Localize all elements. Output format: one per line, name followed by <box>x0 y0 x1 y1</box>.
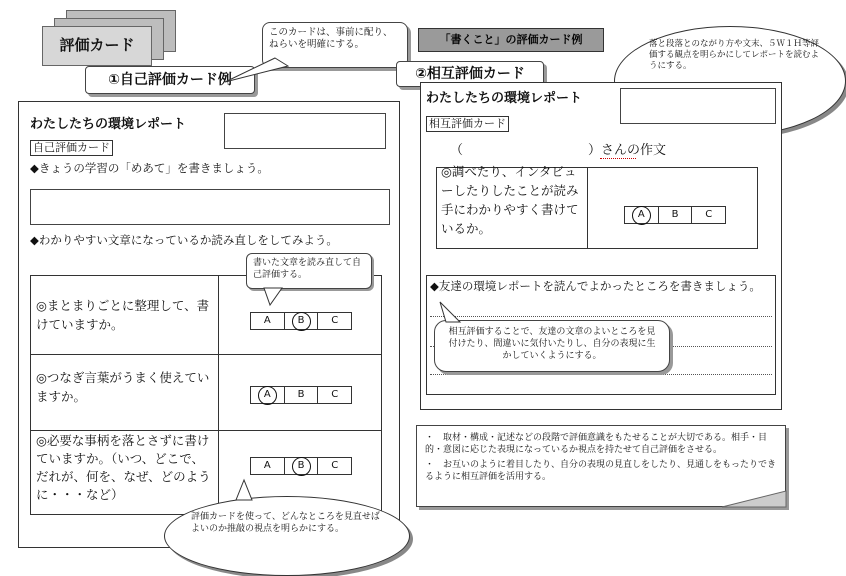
name-line-open: （ <box>450 143 464 158</box>
good-points-prompt: ◆友達の環境レポートを読んでよかったところを書きましょう。 <box>430 279 761 293</box>
mutual-banner: 「書くこと」の評価カード例 <box>418 28 604 52</box>
rating-option-selected[interactable]: A <box>251 387 285 403</box>
self-card-title: わたしたちの環境レポート <box>30 117 187 132</box>
mutual-card-title: わたしたちの環境レポート <box>426 91 583 106</box>
title-tab <box>42 26 152 66</box>
rating-option-selected[interactable]: B <box>285 313 319 329</box>
callout-bottom-pointer <box>230 478 260 502</box>
rating-a-b-c[interactable] <box>624 206 726 224</box>
note-item: ・ お互いのように着目したり、自分の表現の見直しをしたり、見通しをもったりできるように相互評価を活用する。 <box>425 460 777 482</box>
callout-bottom: 評価カードを使って、どんなところを見直せばよいのか推敲の視点を明らかにする。 <box>164 496 410 576</box>
page-title: 評価カード <box>59 36 135 54</box>
mutual-card-label: 相互評価カード <box>426 116 509 132</box>
note-item: ・ 取材・構成・記述などの段階で評価意識をもたせることが大切である。相手・目的・意図に応じた表現になっているか視点を持たせて自己評価をさせる。 <box>425 433 768 455</box>
table-col-divider <box>218 275 219 515</box>
rating-a-b-c[interactable] <box>250 312 352 330</box>
table-row: ◎まとまりごとに整理して、書けていますか。 <box>36 298 210 332</box>
table-row-divider <box>30 354 382 355</box>
table-row: ◎必要な事柄を落とさずに書けていますか。（いつ、どこで、だれが、何を、なぜ、どのように・・・など） <box>36 433 211 502</box>
self-tab-label: ①自己評価カード例 <box>85 66 255 94</box>
rating-option[interactable]: C <box>331 389 339 400</box>
rating-a-b-c[interactable] <box>250 386 352 404</box>
rating-option-selected[interactable]: B <box>285 458 319 474</box>
rating-option[interactable]: B <box>659 207 693 223</box>
mutual-tab-label: ②相互評価カード <box>396 61 544 87</box>
callout-top: このカードは、事前に配り、ねらいを明確にする。 <box>262 22 408 68</box>
goal-input[interactable] <box>30 189 390 225</box>
rating-option[interactable]: C <box>331 315 339 326</box>
name-underline <box>600 158 636 159</box>
criterion-divider <box>587 167 588 249</box>
callout-mutual: 相互評価することで、友達の文章のよいところを見付けたり、間違いに気付いたりし、自分の表現に生かしていくようにする。 <box>434 320 670 372</box>
table-row: ◎つなぎ言葉がうまく使えていますか。 <box>36 370 210 404</box>
callout-top-pointer <box>220 56 290 86</box>
table-row-divider <box>30 430 382 431</box>
writing-line <box>430 374 772 375</box>
rating-option-selected[interactable]: A <box>625 207 659 223</box>
callout-self-eval-pointer <box>262 287 292 307</box>
notes-page-curl <box>722 490 786 514</box>
callout-right: 落と段落とのながり方や文末、５Ｗ１Ｈ等評価する観点を明らかにしてレポートを読むようにする。 <box>614 26 846 136</box>
callout-self-eval: 書いた文章を読み直して自己評価する。 <box>246 253 372 289</box>
self-card-label: 自己評価カード <box>30 140 113 156</box>
rating-option[interactable]: C <box>331 460 339 471</box>
rating-a-b-c[interactable] <box>250 457 352 475</box>
name-line-close: ）さんの作文 <box>588 143 667 158</box>
check-prompt: ◆わかりやすい文章になっているか読み直しをしてみよう。 <box>30 233 338 247</box>
rating-option[interactable]: A <box>251 458 285 474</box>
goal-prompt: ◆きょうの学習の「めあて」を書きましょう。 <box>30 161 269 175</box>
rating-option[interactable]: B <box>285 387 319 403</box>
self-name-box[interactable] <box>224 113 386 149</box>
writing-line <box>430 316 772 317</box>
callout-mutual-pointer <box>436 300 466 324</box>
criterion-text: ◎調べたり、インタビューしたりしたことが読み手にわかりやすく書けているか。 <box>441 164 579 236</box>
rating-option[interactable]: A <box>251 313 285 329</box>
rating-option[interactable]: C <box>705 209 713 220</box>
name-input-line[interactable] <box>462 157 592 158</box>
mutual-name-box[interactable] <box>620 88 776 124</box>
